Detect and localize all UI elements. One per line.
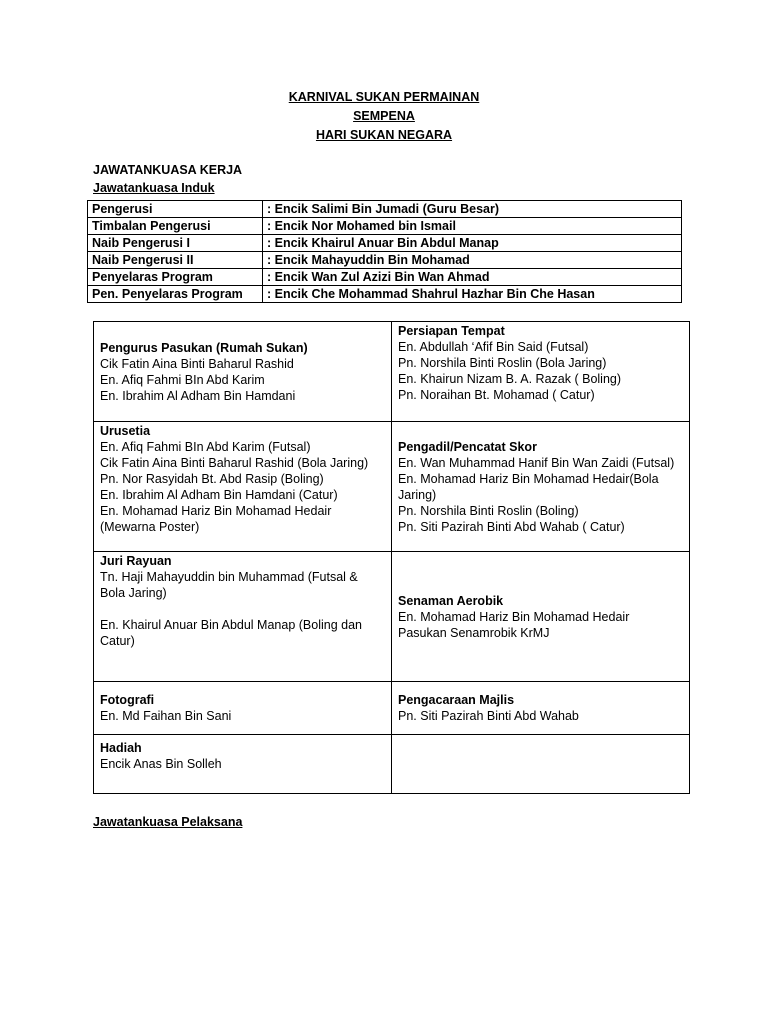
empty-cell xyxy=(392,735,690,794)
member: Pn. Siti Pazirah Binti Abd Wahab ( Catur) xyxy=(398,519,625,534)
cell-title: Juri Rayuan xyxy=(100,554,172,568)
member: Pn. Norshila Binti Roslin (Boling) xyxy=(398,503,579,518)
member: En. Khairul Anuar Bin Abdul Manap (Boling dan Catur) xyxy=(100,618,362,648)
name-cell: : Encik Salimi Bin Jumadi (Guru Besar) xyxy=(263,201,682,218)
role-cell: Penyelaras Program xyxy=(88,269,263,286)
table-row xyxy=(94,322,690,422)
heading-jawatankuasa-induk: Jawatankuasa Induk xyxy=(93,181,215,195)
juri-rayuan-cell xyxy=(94,552,392,682)
name-cell: : Encik Wan Zul Azizi Bin Wan Ahmad xyxy=(263,269,682,286)
table-row xyxy=(94,552,690,682)
cell-title: Urusetia xyxy=(100,424,151,438)
member: En. Afiq Fahmi BIn Abd Karim xyxy=(100,372,265,387)
role-cell: Pengerusi xyxy=(88,201,263,218)
member: En. Ibrahim Al Adham Bin Hamdani xyxy=(100,388,296,403)
member: Pasukan Senamrobik KrMJ xyxy=(398,625,550,640)
title-line-1: KARNIVAL SUKAN PERMAINAN xyxy=(288,90,480,104)
cell-title: Persiapan Tempat xyxy=(398,324,505,338)
urusetia-cell xyxy=(94,422,392,552)
title-line-2: SEMPENA xyxy=(353,109,415,123)
cell-title: Pengacaraan Majlis xyxy=(398,693,515,707)
table-row xyxy=(94,735,690,794)
role-cell: Naib Pengerusi II xyxy=(88,252,263,269)
spacer xyxy=(100,601,385,617)
member: Tn. Haji Mahayuddin bin Muhammad (Futsal & Bola Jaring) xyxy=(100,570,358,600)
member: Pn. Nor Rasyidah Bt. Abd Rasip (Boling) xyxy=(100,472,324,486)
cell-title: Hadiah xyxy=(100,741,142,755)
member: En. Mohamad Hariz Bin Mohamad Hedair(Bola Jaring) xyxy=(398,471,659,502)
member: Encik Anas Bin Solleh xyxy=(100,757,222,771)
senaman-aerobik-cell xyxy=(392,552,690,682)
member: En. Afiq Fahmi BIn Abd Karim (Futsal) xyxy=(100,440,311,454)
fotografi-cell xyxy=(94,682,392,735)
member: Cik Fatin Aina Binti Baharul Rashid xyxy=(100,356,294,371)
member: En. Wan Muhammad Hanif Bin Wan Zaidi (Futsal) xyxy=(398,455,675,470)
role-cell: Naib Pengerusi I xyxy=(88,235,263,252)
pengadil-cell xyxy=(392,422,690,552)
induk-table xyxy=(87,200,682,303)
name-cell: : Encik Mahayuddin Bin Mohamad xyxy=(263,252,682,269)
member: Pn. Siti Pazirah Binti Abd Wahab xyxy=(398,709,579,723)
table-row xyxy=(88,269,682,286)
document-title xyxy=(0,88,768,145)
table-row xyxy=(88,218,682,235)
cell-title: Fotografi xyxy=(100,693,155,707)
pengacaraan-cell xyxy=(392,682,690,735)
hadiah-cell xyxy=(94,735,392,794)
table-row xyxy=(94,422,690,552)
title-line-3: HARI SUKAN NEGARA xyxy=(315,128,453,142)
member: Pn. Norshila Binti Roslin (Bola Jaring) xyxy=(398,356,607,370)
member: En. Khairun Nizam B. A. Razak ( Boling) xyxy=(398,372,622,386)
member: En. Mohamad Hariz Bin Mohamad Hedair (Mewarna Poster) xyxy=(100,504,332,534)
name-cell: : Encik Nor Mohamed bin Ismail xyxy=(263,218,682,235)
name-cell: : Encik Khairul Anuar Bin Abdul Manap xyxy=(263,235,682,252)
table-row xyxy=(88,252,682,269)
table-row xyxy=(88,201,682,218)
table-row xyxy=(88,286,682,303)
role-cell: Timbalan Pengerusi xyxy=(88,218,263,235)
table-row xyxy=(88,235,682,252)
name-cell: : Encik Che Mohammad Shahrul Hazhar Bin Che Hasan xyxy=(263,286,682,303)
member: En. Abdullah ‘Afif Bin Said (Futsal) xyxy=(398,340,589,354)
heading-jawatankuasa-kerja: JAWATANKUASA KERJA xyxy=(93,163,243,177)
heading-jawatankuasa-pelaksana: Jawatankuasa Pelaksana xyxy=(93,815,243,829)
cell-title: Pengadil/Pencatat Skor xyxy=(398,439,537,454)
cell-title: Pengurus Pasukan (Rumah Sukan) xyxy=(100,340,308,355)
table-row xyxy=(94,682,690,735)
pengurus-pasukan-cell xyxy=(94,322,392,422)
cell-title: Senaman Aerobik xyxy=(398,593,504,608)
committee-table xyxy=(93,321,690,794)
member: Pn. Noraihan Bt. Mohamad ( Catur) xyxy=(398,388,595,402)
member: Cik Fatin Aina Binti Baharul Rashid (Bola Jaring) xyxy=(100,456,369,470)
member: En. Mohamad Hariz Bin Mohamad Hedair xyxy=(398,609,630,624)
role-cell: Pen. Penyelaras Program xyxy=(88,286,263,303)
member: En. Md Faihan Bin Sani xyxy=(100,709,232,723)
member: En. Ibrahim Al Adham Bin Hamdani (Catur) xyxy=(100,488,338,502)
persiapan-tempat-cell xyxy=(392,322,690,422)
